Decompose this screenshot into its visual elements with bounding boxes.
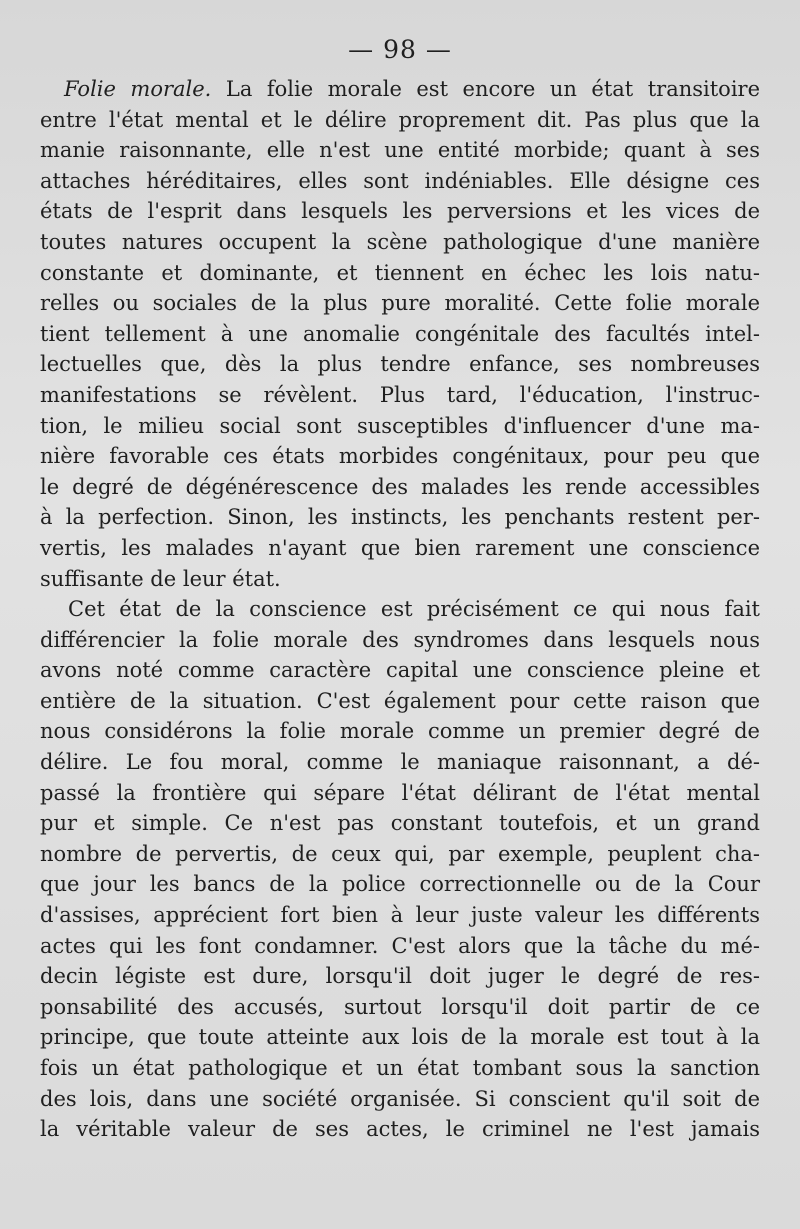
text-line: des lois, dans une société organisée. Si conscient qu'il soit de [40, 1086, 760, 1111]
page-number: — 98 — [348, 35, 452, 64]
text-line: tient tellement à une anomalie congénitale des facultés intel- [40, 321, 760, 346]
text-line: actes qui les font condamner. C'est alors que la tâche du mé- [40, 933, 760, 958]
text-line: d'assises, apprécient fort bien à leur juste valeur les différents [40, 903, 760, 928]
text-line: Folie morale. La folie morale est encore un état transitoire [64, 77, 760, 101]
text-line: différencier la folie morale des syndromes dans lesquels nous [40, 627, 760, 652]
text-line: vertis, les malades n'ayant que bien rarement une conscience [40, 535, 760, 560]
text-line: délire. Le fou moral, comme le maniaque raisonnant, a dé- [40, 750, 760, 775]
text-line: que jour les bancs de la police correctionnelle ou de la Cour [40, 872, 760, 897]
text-line: suffisante de leur état. [40, 566, 281, 591]
text-line: états de l'esprit dans lesquels les perversions et les vices de [40, 199, 760, 224]
paragraph-conscience [40, 594, 760, 1145]
section-heading: Folie morale. [64, 77, 212, 101]
text-line: Cet état de la conscience est précisément ce qui nous fait [68, 597, 760, 622]
text-line: manie raisonnante, elle n'est une entité morbide; quant à ses [40, 138, 760, 163]
text-line: ponsabilité des accusés, surtout lorsqu'il doit partir de ce [40, 994, 760, 1019]
text-line: nous considérons la folie morale comme un premier degré de [40, 719, 760, 744]
text-line: nière favorable ces états morbides congénitaux, pour peu que [40, 444, 760, 469]
text-line: principe, que toute atteinte aux lois de la morale est tout à la [40, 1025, 760, 1050]
text-line: attaches héréditaires, elles sont indéniables. Elle désigne ces [40, 168, 760, 193]
text-line: tion, le milieu social sont susceptibles d'influencer d'une ma- [40, 413, 760, 438]
text-line: à la perfection. Sinon, les instincts, les penchants restent per- [40, 505, 760, 530]
text-line: le degré de dégénérescence des malades les rende accessibles [40, 474, 760, 499]
text-line: toutes natures occupent la scène pathologique d'une manière [40, 229, 760, 254]
text-line: pur et simple. Ce n'est pas constant toutefois, et un grand [40, 811, 760, 836]
text-line: la véritable valeur de ses actes, le criminel ne l'est jamais [40, 1117, 760, 1142]
paragraph-folie-morale [40, 74, 760, 594]
text-line: relles ou sociales de la plus pure moralité. Cette folie morale [40, 291, 760, 316]
text-line: constante et dominante, et tiennent en échec les lois natu- [40, 260, 760, 285]
text-line: decin légiste est dure, lorsqu'il doit juger le degré de res- [40, 964, 760, 989]
text-line: entre l'état mental et le délire proprement dit. Pas plus que la [40, 107, 760, 132]
text-line: nombre de pervertis, de ceux qui, par exemple, peuplent cha- [40, 841, 760, 866]
text-line: passé la frontière qui sépare l'état délirant de l'état mental [40, 780, 760, 805]
text-line: manifestations se révèlent. Plus tard, l'éducation, l'instruc- [40, 382, 760, 407]
text-line: entière de la situation. C'est également pour cette raison que [40, 688, 760, 713]
text-line: lectuelles que, dès la plus tendre enfance, ses nombreuses [40, 352, 760, 377]
text-line: fois un état pathologique et un état tombant sous la sanction [40, 1056, 760, 1080]
text-line: avons noté comme caractère capital une conscience pleine et [40, 658, 760, 683]
